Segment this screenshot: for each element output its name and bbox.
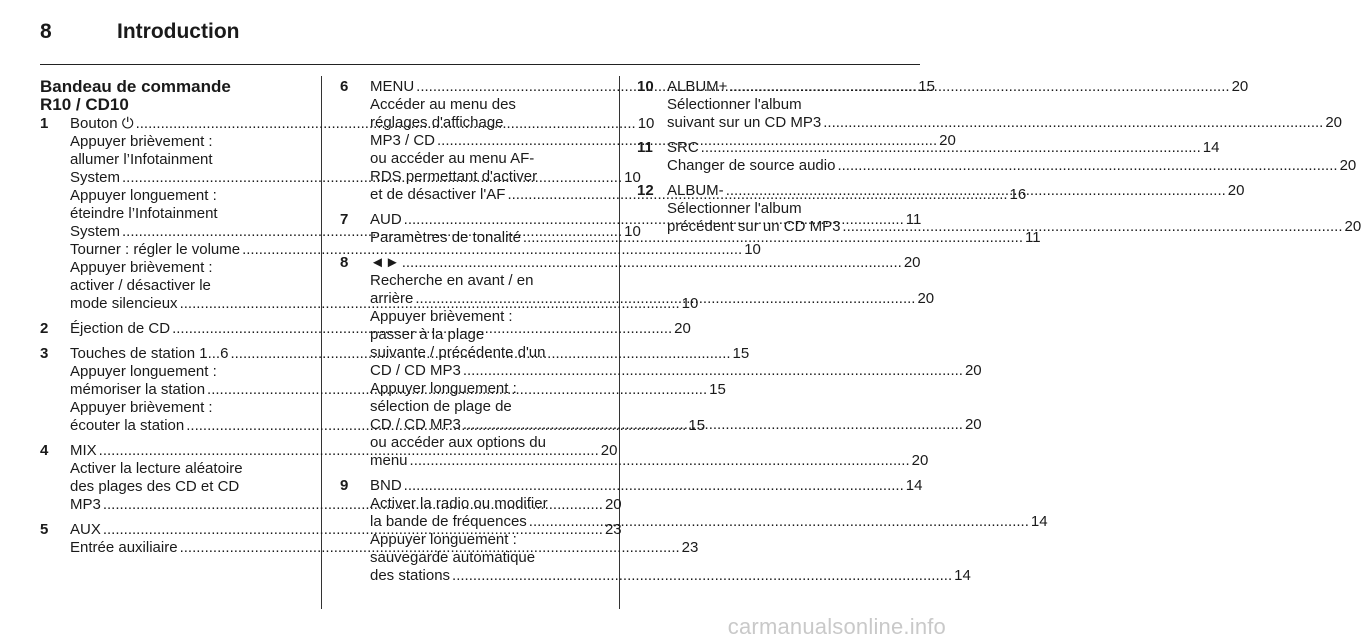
page-reference: 15 [688,417,706,434]
entry-text: Appuyer brièvement : [70,259,213,276]
page-reference: 20 [1339,157,1357,174]
entry-text: Appuyer longuement : [370,531,517,548]
entry-text: allumer l’Infotainment [70,151,213,168]
entry-text: éteindre l’Infotainment [70,205,218,222]
entry-text: Activer la lecture aléatoire [70,460,243,477]
entry-text: Appuyer longuement : [70,187,217,204]
page-reference: 10 [624,169,641,186]
entry-text: Sélectionner l'album [667,96,802,113]
page-header [40,18,920,65]
entry-line [70,478,302,496]
entry-text: CD / CD MP3 [370,362,461,379]
entry-text: suivant sur un CD MP3 [667,114,822,131]
page-number: 8 [40,20,52,43]
entry-text: Activer la radio ou modifier [370,495,548,512]
entry-number: 2 [40,320,49,337]
entry-line [370,380,602,398]
entry-text: MENU [370,78,415,95]
page-reference: 10 [624,223,641,240]
page-reference: 20 [1325,114,1343,131]
control-entry [637,139,1357,175]
section-heading [40,78,302,114]
entry-text: MIX [70,442,97,459]
entry-line [370,362,982,380]
entry-number: 5 [40,521,49,538]
page-reference: 23 [604,521,622,538]
entry-text: AUD [370,211,402,228]
entry-text: System [70,223,121,240]
entry-line [370,308,602,326]
entry-text: et de désactiver l'AF [370,186,506,203]
entry-text: Appuyer brièvement : [70,399,213,416]
entry-text: RDS permettant d'activer [370,168,538,185]
entry-number: 4 [40,442,49,459]
entry-line [370,477,923,495]
dot-leader [842,218,1342,236]
page-reference: 14 [954,567,971,584]
page-reference: 10 [681,295,699,312]
entry-line [667,114,1343,132]
entry-text: Touches de station 1...6 [70,345,229,362]
entry-text: Changer de source audio [667,157,836,174]
page-reference: 20 [911,452,929,469]
page-reference: 20 [964,362,982,379]
entry-text: SRC [667,139,699,156]
dot-leader [415,290,915,308]
entry-line [70,205,302,223]
dot-leader [823,114,1323,132]
page-reference: 15 [732,345,750,362]
entry-text: passer à la plage [370,326,485,343]
entry-text: ou accéder au menu AF- [370,150,535,167]
entry-text: réglages d'affichage [370,114,504,131]
entry-text: Éjection de CD [70,320,171,337]
dot-leader [837,157,1337,175]
dot-leader [529,513,1029,531]
entry-text: ◄► [370,254,400,271]
entry-line [70,460,302,478]
dot-leader [726,182,1226,200]
page-reference: 16 [1009,186,1027,203]
entry-text: suivante / précédente d'un [370,344,546,361]
entry-text: Bouton ⏻ [70,115,134,132]
entry-line [370,567,971,585]
dot-leader [410,452,910,470]
entry-line [667,96,899,114]
entry-number: 6 [340,78,349,95]
page-reference: 15 [918,78,935,95]
page-reference: 20 [604,496,622,513]
entry-text: Tourner : régler le volume [70,241,241,258]
section-heading-line: Bandeau de commande [40,77,231,96]
dot-leader [404,477,904,495]
entry-text: des stations [370,567,451,584]
dot-leader [402,254,902,272]
entry-line [370,326,602,344]
entry-text: AUX [70,521,101,538]
entry-text: Appuyer brièvement : [370,308,513,325]
entry-number: 11 [637,139,653,156]
entry-line [370,168,602,186]
entry-text: System [70,169,121,186]
entry-number: 1 [40,115,49,132]
entry-text: précédent sur un CD MP3 [667,218,841,235]
page-reference: 14 [1202,139,1220,156]
entry-line [370,96,602,114]
dot-leader [729,78,1229,96]
entry-text: MP3 [70,496,101,513]
entry-number: 10 [637,78,654,95]
entry-line [370,344,602,362]
dot-leader [701,139,1201,157]
entry-text: ALBUM- [667,182,724,199]
entry-line [370,150,602,168]
dot-leader [452,567,952,585]
entry-line [70,241,761,259]
entry-text: des plages des CD et CD [70,478,240,495]
entry-text: mode silencieux [70,295,178,312]
entry-number: 8 [340,254,349,271]
entry-text: BND [370,477,402,494]
entry-text: Appuyer longuement : [370,380,517,397]
entry-text: mémoriser la station [70,381,206,398]
entry-text: MP3 / CD [370,132,436,149]
entry-line [370,398,602,416]
entry-line [70,133,302,151]
page-reference: 20 [939,132,956,149]
entry-text: Appuyer longuement : [70,363,217,380]
page-reference: 15 [709,381,726,398]
entry-line [70,151,302,169]
entry-text: sélection de plage de [370,398,512,415]
entry-text: activer / désactiver le [70,277,211,294]
entry-number: 12 [637,182,654,199]
entry-line [370,549,602,567]
page-reference: 20 [674,320,691,337]
entry-number: 7 [340,211,349,228]
entry-text: sauvegarde automatique [370,549,536,566]
watermark: carmanualsonline.info [727,614,946,639]
page-reference: 20 [903,254,921,271]
entry-text: ou accéder aux options du [370,434,546,451]
entry-line [370,495,602,513]
entry-line [70,399,302,417]
page-reference: 20 [1344,218,1361,235]
entry-text: Paramètres de tonalité [370,229,521,246]
entry-text: Entrée auxiliaire [70,539,178,556]
page-reference: 14 [1030,513,1048,530]
entry-line [667,157,1357,175]
dot-leader [463,416,963,434]
entry-line [70,259,302,277]
entry-line [370,452,929,470]
entry-text: Recherche en avant / en [370,272,534,289]
entry-text: CD / CD MP3 [370,416,461,433]
page-reference: 20 [600,442,618,459]
entry-line [70,187,302,205]
page-reference: 11 [1025,229,1041,246]
page-reference: 20 [917,290,935,307]
entry-text: ALBUM+ [667,78,728,95]
entry-line [370,254,921,272]
entry-line [667,200,899,218]
page-reference: 20 [1227,182,1245,199]
entry-text: écouter la station [70,417,185,434]
page-reference: 11 [905,211,922,228]
page-reference: 10 [637,115,655,132]
dot-leader [463,362,963,380]
page-reference: 23 [681,539,699,556]
page-reference: 20 [964,416,982,433]
page-reference: 14 [905,477,923,494]
entry-text: menu [370,452,408,469]
entry-line [70,277,302,295]
page-reference: 10 [744,241,761,258]
entry-line [70,363,302,381]
page-title: Introduction [117,20,240,43]
section-heading-line: R10 / CD10 [40,95,129,114]
entry-line [370,272,602,290]
entry-line [370,434,602,452]
entry-number: 3 [40,345,49,362]
entry-number: 9 [340,477,349,494]
entry-text: arrière [370,290,414,307]
entry-text: Appuyer brièvement : [70,133,213,150]
entry-line [370,114,602,132]
entry-text: Sélectionner l'album [667,200,802,217]
page-reference: 20 [1231,78,1249,95]
entry-line [370,531,602,549]
entry-text: Accéder au menu des [370,96,516,113]
entry-text: la bande de fréquences [370,513,527,530]
